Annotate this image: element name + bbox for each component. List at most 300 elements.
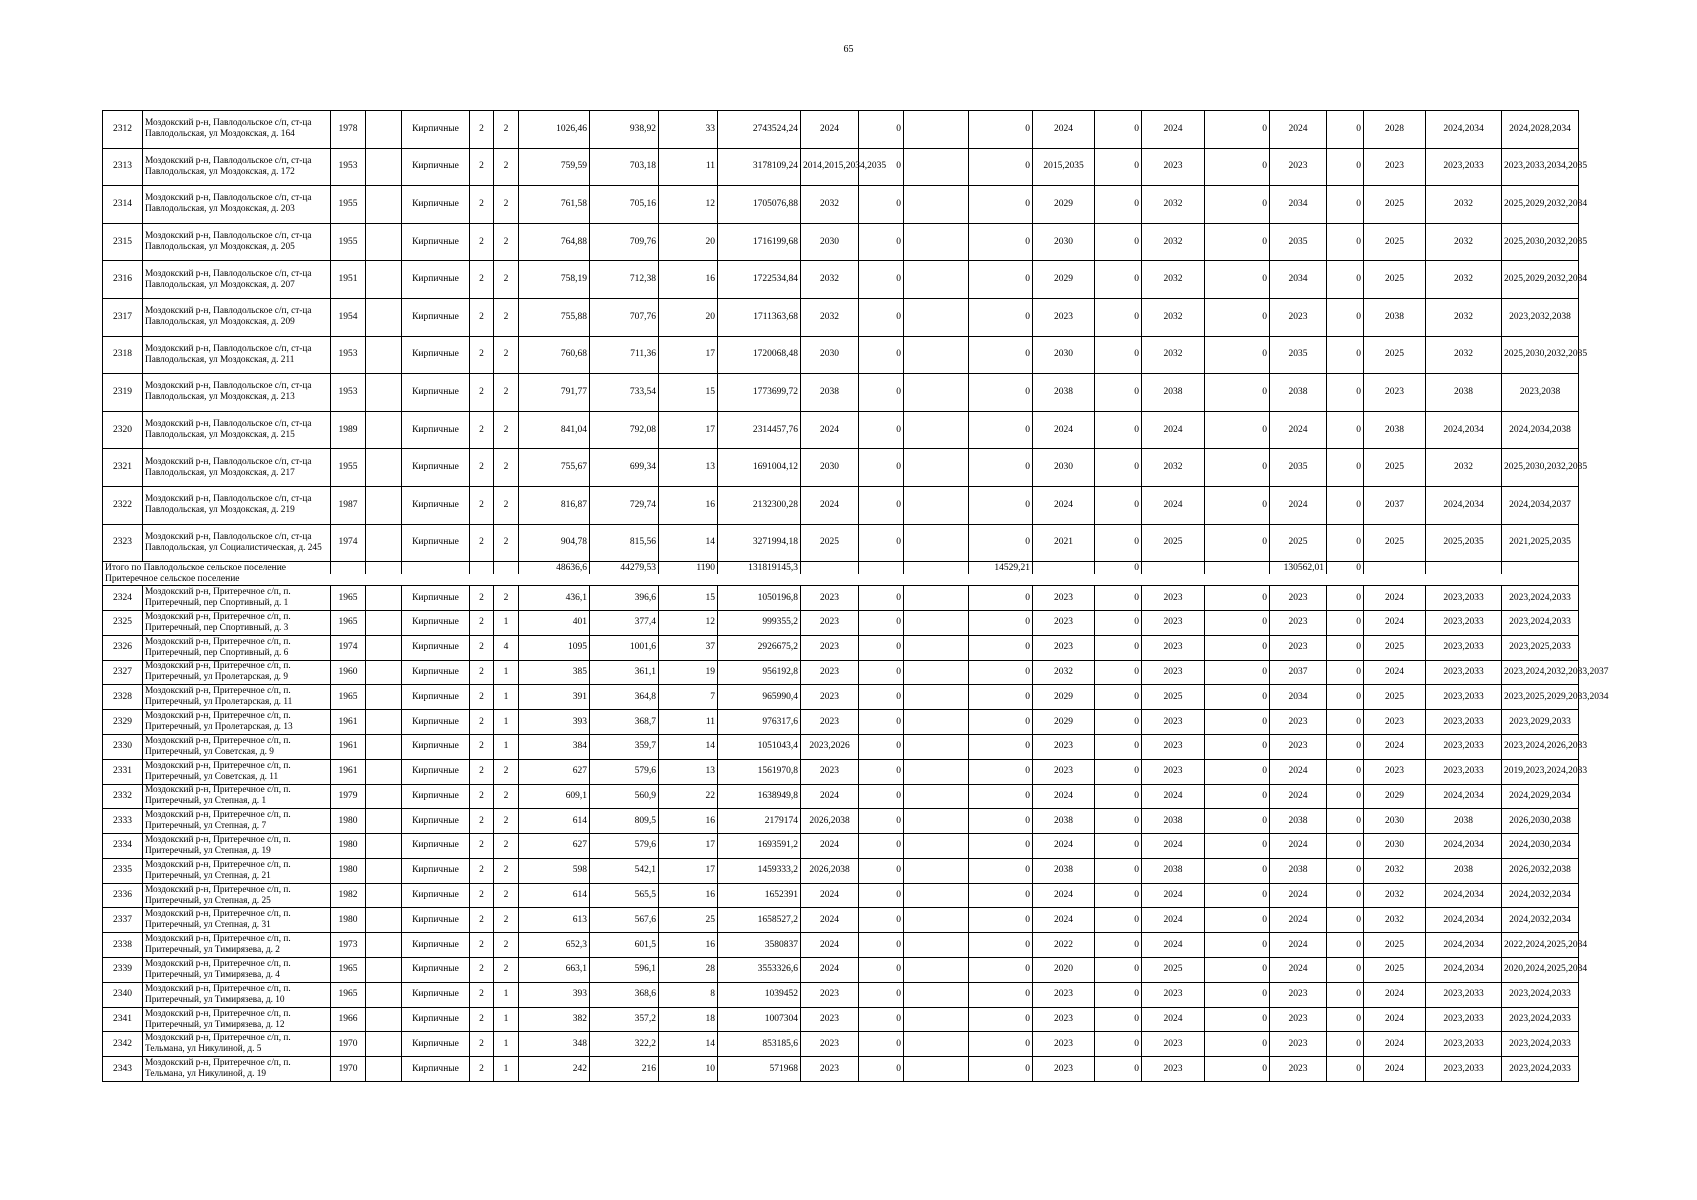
cell-years-all: 2026,2030,2038 (1502, 809, 1579, 834)
cell-row-number: 2338 (103, 933, 143, 958)
cell-value-3: 0 (1095, 223, 1142, 261)
cell-residents: 20 (659, 298, 718, 336)
housing-register-table (102, 110, 1609, 1082)
cell-living-area: 709,76 (590, 223, 659, 261)
table-row (103, 586, 1579, 611)
cell-year-roof: 2026,2038 (801, 858, 859, 883)
cell-year-lift: 2023 (1364, 759, 1426, 784)
table-row (103, 336, 1579, 374)
cell-wall-material: Кирпичные (402, 982, 470, 1007)
cell-value-5: 0 (1327, 710, 1364, 735)
cell-blank-value (904, 411, 969, 449)
cell-value-2: 0 (969, 1032, 1033, 1057)
cell-empty-cell (366, 1032, 402, 1057)
cell-year-basement: 2023 (1142, 982, 1205, 1007)
cell-empty-cell (366, 374, 402, 412)
cell-value-5: 0 (1327, 635, 1364, 660)
table-row (103, 784, 1579, 809)
cell-wall-material: Кирпичные (402, 186, 470, 224)
cell-value-2: 0 (969, 660, 1033, 685)
cell-living-area: 809,5 (590, 809, 659, 834)
cell-value-2: 0 (969, 524, 1033, 562)
total-cell (331, 562, 366, 574)
cell-residents: 17 (659, 834, 718, 859)
cell-empty-cell (366, 858, 402, 883)
cell-living-area: 377,4 (590, 610, 659, 635)
cell-value-5: 0 (1327, 809, 1364, 834)
cell-year-basement: 2024 (1142, 908, 1205, 933)
cell-value-2: 0 (969, 374, 1033, 412)
cell-row-number: 2337 (103, 908, 143, 933)
cell-total-area: 348 (519, 1032, 590, 1057)
cell-blank-value (904, 449, 969, 487)
cell-construction-year: 1953 (331, 336, 366, 374)
cell-total-area: 904,78 (519, 524, 590, 562)
table-row (103, 261, 1579, 299)
cell-year-lift: 2029 (1364, 784, 1426, 809)
cell-value-1: 0 (859, 111, 904, 149)
cell-residents: 16 (659, 261, 718, 299)
cell-address: Моздокский р-н, Павлодольское с/п, ст-ца Павлодольская, ул Моздокская, д. 215 (143, 411, 331, 449)
cell-year-basement: 2023 (1142, 1057, 1205, 1082)
cell-years-all: 2023,2024,2033 (1502, 1007, 1579, 1032)
cell-years-all: 2020,2024,2025,2034 (1502, 958, 1579, 983)
cell-cost: 965990,4 (718, 685, 801, 710)
cell-year-roof: 2024 (801, 111, 859, 149)
cell-value-4: 0 (1205, 486, 1270, 524)
cell-address: Моздокский р-н, Притеречное с/п, п. Притеречный, пер Спортивный, д. 1 (143, 586, 331, 611)
cell-wall-material: Кирпичные (402, 449, 470, 487)
cell-year-roof: 2030 (801, 449, 859, 487)
cell-value-4: 0 (1205, 374, 1270, 412)
cell-value-5: 0 (1327, 148, 1364, 186)
cell-value-5: 0 (1327, 660, 1364, 685)
cell-year-lift: 2025 (1364, 635, 1426, 660)
cell-total-area: 755,88 (519, 298, 590, 336)
cell-blank-value (904, 374, 969, 412)
cell-year-lift: 2032 (1364, 883, 1426, 908)
cell-entrances: 1 (494, 1057, 519, 1082)
cell-year-engineering: 2024 (1270, 908, 1327, 933)
cell-floors: 2 (470, 610, 494, 635)
cell-address: Моздокский р-н, Павлодольское с/п, ст-ца Павлодольская, ул Моздокская, д. 203 (143, 186, 331, 224)
cell-entrances: 2 (494, 809, 519, 834)
total-cell (1142, 562, 1205, 574)
cell-entrances: 2 (494, 449, 519, 487)
cell-construction-year: 1980 (331, 858, 366, 883)
cell-year-facade: 2032 (1033, 660, 1095, 685)
cell-year-roof: 2023 (801, 759, 859, 784)
cell-year-facade: 2038 (1033, 374, 1095, 412)
cell-year-facade: 2024 (1033, 908, 1095, 933)
cell-value-4: 0 (1205, 834, 1270, 859)
cell-value-2: 0 (969, 449, 1033, 487)
cell-cost: 2179174 (718, 809, 801, 834)
cell-wall-material: Кирпичные (402, 586, 470, 611)
cell-value-3: 0 (1095, 1057, 1142, 1082)
cell-year-roof: 2023,2026 (801, 734, 859, 759)
cell-value-2: 0 (969, 111, 1033, 149)
cell-living-area: 560,9 (590, 784, 659, 809)
cell-year-facade: 2038 (1033, 858, 1095, 883)
cell-value-2: 0 (969, 261, 1033, 299)
total-cell (470, 562, 494, 574)
cell-value-4: 0 (1205, 660, 1270, 685)
cell-entrances: 2 (494, 261, 519, 299)
cell-floors: 2 (470, 411, 494, 449)
cell-year-roof: 2024 (801, 958, 859, 983)
cell-year-engineering: 2023 (1270, 586, 1327, 611)
cell-blank-value (904, 148, 969, 186)
cell-residents: 14 (659, 1032, 718, 1057)
cell-year-roof: 2024 (801, 834, 859, 859)
cell-wall-material: Кирпичные (402, 834, 470, 859)
cell-year-roof: 2026,2038 (801, 809, 859, 834)
cell-total-area: 393 (519, 982, 590, 1007)
cell-value-2: 0 (969, 710, 1033, 735)
cell-value-1: 0 (859, 685, 904, 710)
table-row (103, 883, 1579, 908)
cell-year-combined: 2024,2034 (1426, 486, 1502, 524)
cell-blank-value (904, 635, 969, 660)
cell-value-1: 0 (859, 449, 904, 487)
cell-floors: 2 (470, 685, 494, 710)
cell-year-engineering: 2038 (1270, 809, 1327, 834)
cell-address: Моздокский р-н, Павлодольское с/п, ст-ца Павлодольская, ул Моздокская, д. 172 (143, 148, 331, 186)
cell-construction-year: 1970 (331, 1032, 366, 1057)
cell-year-combined: 2023,2033 (1426, 635, 1502, 660)
cell-year-engineering: 2023 (1270, 148, 1327, 186)
cell-year-facade: 2024 (1033, 111, 1095, 149)
cell-value-4: 0 (1205, 883, 1270, 908)
cell-value-4: 0 (1205, 734, 1270, 759)
cell-residents: 25 (659, 908, 718, 933)
cell-year-basement: 2024 (1142, 1007, 1205, 1032)
cell-value-2: 0 (969, 834, 1033, 859)
cell-row-number: 2332 (103, 784, 143, 809)
cell-living-area: 359,7 (590, 734, 659, 759)
cell-year-facade: 2023 (1033, 586, 1095, 611)
cell-living-area: 601,5 (590, 933, 659, 958)
cell-year-basement: 2032 (1142, 298, 1205, 336)
cell-total-area: 401 (519, 610, 590, 635)
cell-value-3: 0 (1095, 635, 1142, 660)
cell-value-4: 0 (1205, 635, 1270, 660)
cell-floors: 2 (470, 1057, 494, 1082)
cell-value-2: 0 (969, 933, 1033, 958)
cell-construction-year: 1961 (331, 734, 366, 759)
cell-residents: 16 (659, 883, 718, 908)
cell-row-number: 2333 (103, 809, 143, 834)
cell-year-lift: 2025 (1364, 223, 1426, 261)
cell-years-all: 2023,2024,2026,2033 (1502, 734, 1579, 759)
cell-row-number: 2326 (103, 635, 143, 660)
cell-value-5: 0 (1327, 111, 1364, 149)
cell-living-area: 815,56 (590, 524, 659, 562)
cell-empty-cell (366, 834, 402, 859)
cell-value-1: 0 (859, 223, 904, 261)
cell-value-1: 0 (859, 1007, 904, 1032)
cell-value-5: 0 (1327, 1007, 1364, 1032)
cell-construction-year: 1965 (331, 586, 366, 611)
cell-years-all: 2023,2025,2033 (1502, 635, 1579, 660)
cell-address: Моздокский р-н, Притеречное с/п, п. Притеречный, ул Пролетарская, д. 13 (143, 710, 331, 735)
cell-value-1: 0 (859, 486, 904, 524)
cell-entrances: 1 (494, 1007, 519, 1032)
cell-year-lift: 2025 (1364, 524, 1426, 562)
cell-year-combined: 2023,2033 (1426, 1057, 1502, 1082)
cell-year-roof: 2023 (801, 982, 859, 1007)
cell-value-5: 0 (1327, 336, 1364, 374)
cell-value-1: 0 (859, 958, 904, 983)
cell-value-1: 0 (859, 933, 904, 958)
cell-year-engineering: 2023 (1270, 1007, 1327, 1032)
cell-year-facade: 2024 (1033, 883, 1095, 908)
cell-year-engineering: 2035 (1270, 336, 1327, 374)
cell-living-area: 567,6 (590, 908, 659, 933)
cell-year-combined: 2023,2033 (1426, 148, 1502, 186)
cell-year-lift: 2025 (1364, 958, 1426, 983)
cell-empty-cell (366, 809, 402, 834)
cell-cost: 1693591,2 (718, 834, 801, 859)
cell-residents: 17 (659, 858, 718, 883)
cell-year-roof: 2023 (801, 635, 859, 660)
cell-cost: 3271994,18 (718, 524, 801, 562)
cell-living-area: 705,16 (590, 186, 659, 224)
cell-construction-year: 1982 (331, 883, 366, 908)
cell-blank-value (904, 486, 969, 524)
cell-value-5: 0 (1327, 186, 1364, 224)
cell-floors: 2 (470, 336, 494, 374)
cell-year-roof: 2024 (801, 486, 859, 524)
cell-floors: 2 (470, 710, 494, 735)
cell-blank-value (904, 336, 969, 374)
section-title: Притеречное сельское поселение (103, 574, 1579, 586)
table-row (103, 374, 1579, 412)
cell-address: Моздокский р-н, Притеречное с/п, п. Притеречный, ул Тимирязева, д. 4 (143, 958, 331, 983)
cell-row-number: 2329 (103, 710, 143, 735)
cell-value-3: 0 (1095, 759, 1142, 784)
cell-value-4: 0 (1205, 298, 1270, 336)
cell-year-lift: 2024 (1364, 660, 1426, 685)
total-cell (366, 562, 402, 574)
cell-year-combined: 2023,2033 (1426, 982, 1502, 1007)
cell-year-facade: 2030 (1033, 336, 1095, 374)
cell-floors: 2 (470, 809, 494, 834)
cell-floors: 2 (470, 635, 494, 660)
cell-address: Моздокский р-н, Притеречное с/п, п. Притеречный, ул Тимирязева, д. 12 (143, 1007, 331, 1032)
cell-value-1: 0 (859, 610, 904, 635)
cell-year-basement: 2023 (1142, 1032, 1205, 1057)
cell-value-2: 0 (969, 982, 1033, 1007)
cell-blank-value (904, 908, 969, 933)
cell-value-5: 0 (1327, 958, 1364, 983)
cell-total-area: 791,77 (519, 374, 590, 412)
cell-living-area: 368,7 (590, 710, 659, 735)
cell-empty-cell (366, 186, 402, 224)
table-row (103, 685, 1579, 710)
cell-value-5: 0 (1327, 734, 1364, 759)
cell-total-area: 627 (519, 759, 590, 784)
table-row (103, 908, 1579, 933)
cell-floors: 2 (470, 982, 494, 1007)
total-cell (801, 562, 859, 574)
cell-floors: 2 (470, 908, 494, 933)
cell-value-3: 0 (1095, 486, 1142, 524)
cell-value-2: 0 (969, 486, 1033, 524)
cell-floors: 2 (470, 933, 494, 958)
cell-row-number: 2322 (103, 486, 143, 524)
cell-construction-year: 1974 (331, 635, 366, 660)
cell-year-lift: 2032 (1364, 908, 1426, 933)
cell-year-facade: 2024 (1033, 834, 1095, 859)
cell-value-1: 0 (859, 186, 904, 224)
cell-value-1: 0 (859, 336, 904, 374)
cell-entrances: 2 (494, 858, 519, 883)
cell-value-3: 0 (1095, 111, 1142, 149)
cell-address: Моздокский р-н, Притеречное с/п, п. Притеречный, ул Степная, д. 7 (143, 809, 331, 834)
cell-cost: 1711363,68 (718, 298, 801, 336)
cell-address: Моздокский р-н, Притеречное с/п, п. Притеречный, ул Советская, д. 9 (143, 734, 331, 759)
section-header-row (103, 574, 1579, 586)
cell-residents: 17 (659, 411, 718, 449)
cell-years-all: 2022,2024,2025,2034 (1502, 933, 1579, 958)
cell-address: Моздокский р-н, Павлодольское с/п, ст-ца Павлодольская, ул Моздокская, д. 207 (143, 261, 331, 299)
cell-year-facade: 2023 (1033, 734, 1095, 759)
cell-blank-value (904, 524, 969, 562)
cell-total-area: 841,04 (519, 411, 590, 449)
cell-year-facade: 2020 (1033, 958, 1095, 983)
cell-row-number: 2327 (103, 660, 143, 685)
cell-years-all: 2023,2025,2029,2033,2034 (1502, 685, 1579, 710)
cell-year-engineering: 2034 (1270, 685, 1327, 710)
cell-entrances: 2 (494, 883, 519, 908)
cell-floors: 2 (470, 883, 494, 908)
cell-construction-year: 1955 (331, 449, 366, 487)
total-row (103, 562, 1579, 574)
cell-year-facade: 2023 (1033, 1057, 1095, 1082)
cell-value-3: 0 (1095, 148, 1142, 186)
cell-residents: 14 (659, 524, 718, 562)
cell-year-combined: 2024,2034 (1426, 411, 1502, 449)
cell-value-5: 0 (1327, 411, 1364, 449)
cell-blank-value (904, 610, 969, 635)
cell-construction-year: 1955 (331, 186, 366, 224)
cell-wall-material: Кирпичные (402, 374, 470, 412)
cell-value-5: 0 (1327, 685, 1364, 710)
cell-year-lift: 2032 (1364, 858, 1426, 883)
cell-year-lift: 2030 (1364, 809, 1426, 834)
cell-residents: 13 (659, 759, 718, 784)
cell-value-4: 0 (1205, 111, 1270, 149)
cell-year-facade: 2030 (1033, 223, 1095, 261)
cell-floors: 2 (470, 111, 494, 149)
cell-row-number: 2321 (103, 449, 143, 487)
cell-year-basement: 2032 (1142, 223, 1205, 261)
cell-year-lift: 2024 (1364, 734, 1426, 759)
cell-floors: 2 (470, 223, 494, 261)
cell-year-facade: 2015,2035 (1033, 148, 1095, 186)
cell-cost: 956192,8 (718, 660, 801, 685)
cell-row-number: 2316 (103, 261, 143, 299)
cell-entrances: 1 (494, 734, 519, 759)
cell-address: Моздокский р-н, Притеречное с/п, п. Притеречный, пер Спортивный, д. 6 (143, 635, 331, 660)
cell-construction-year: 1987 (331, 486, 366, 524)
total-cell: 130562,01 (1270, 562, 1327, 574)
cell-address: Моздокский р-н, Притеречное с/п, п. Тельмана, ул Никулиной, д. 5 (143, 1032, 331, 1057)
cell-years-all: 2024,2028,2034 (1502, 111, 1579, 149)
cell-cost: 3553326,6 (718, 958, 801, 983)
cell-living-area: 707,76 (590, 298, 659, 336)
cell-empty-cell (366, 449, 402, 487)
cell-value-5: 0 (1327, 610, 1364, 635)
table-row (103, 298, 1579, 336)
total-cell (1033, 562, 1095, 574)
cell-blank-value (904, 834, 969, 859)
cell-year-combined: 2024,2034 (1426, 834, 1502, 859)
cell-wall-material: Кирпичные (402, 660, 470, 685)
cell-floors: 2 (470, 734, 494, 759)
cell-address: Моздокский р-н, Притеречное с/п, п. Притеречный, ул Степная, д. 21 (143, 858, 331, 883)
cell-cost: 3178109,24 (718, 148, 801, 186)
cell-residents: 22 (659, 784, 718, 809)
cell-year-combined: 2038 (1426, 858, 1502, 883)
cell-living-area: 733,54 (590, 374, 659, 412)
cell-floors: 2 (470, 784, 494, 809)
cell-year-roof: 2024 (801, 411, 859, 449)
cell-value-3: 0 (1095, 186, 1142, 224)
cell-value-5: 0 (1327, 858, 1364, 883)
table-row (103, 933, 1579, 958)
cell-cost: 1051043,4 (718, 734, 801, 759)
cell-years-all: 2019,2023,2024,2033 (1502, 759, 1579, 784)
cell-value-5: 0 (1327, 933, 1364, 958)
cell-residents: 37 (659, 635, 718, 660)
cell-living-area: 703,18 (590, 148, 659, 186)
cell-year-combined: 2025,2035 (1426, 524, 1502, 562)
cell-year-basement: 2024 (1142, 411, 1205, 449)
cell-entrances: 2 (494, 411, 519, 449)
cell-construction-year: 1955 (331, 223, 366, 261)
cell-year-basement: 2032 (1142, 261, 1205, 299)
cell-year-combined: 2024,2034 (1426, 933, 1502, 958)
cell-year-facade: 2023 (1033, 982, 1095, 1007)
cell-empty-cell (366, 261, 402, 299)
cell-entrances: 2 (494, 148, 519, 186)
cell-wall-material: Кирпичные (402, 261, 470, 299)
cell-entrances: 2 (494, 759, 519, 784)
cell-empty-cell (366, 1007, 402, 1032)
cell-address: Моздокский р-н, Притеречное с/п, п. Притеречный, ул Степная, д. 25 (143, 883, 331, 908)
cell-living-area: 579,6 (590, 834, 659, 859)
cell-year-basement: 2032 (1142, 336, 1205, 374)
cell-year-facade: 2038 (1033, 809, 1095, 834)
cell-year-facade: 2023 (1033, 635, 1095, 660)
cell-value-1: 0 (859, 982, 904, 1007)
cell-value-3: 0 (1095, 1007, 1142, 1032)
cell-year-roof: 2032 (801, 186, 859, 224)
cell-empty-cell (366, 933, 402, 958)
table-row (103, 186, 1579, 224)
cell-year-engineering: 2037 (1270, 660, 1327, 685)
cell-year-facade: 2024 (1033, 411, 1095, 449)
cell-total-area: 627 (519, 834, 590, 859)
cell-years-all: 2023,2024,2033 (1502, 610, 1579, 635)
cell-years-all: 2021,2025,2035 (1502, 524, 1579, 562)
cell-construction-year: 1980 (331, 834, 366, 859)
table-row (103, 524, 1579, 562)
cell-construction-year: 1951 (331, 261, 366, 299)
